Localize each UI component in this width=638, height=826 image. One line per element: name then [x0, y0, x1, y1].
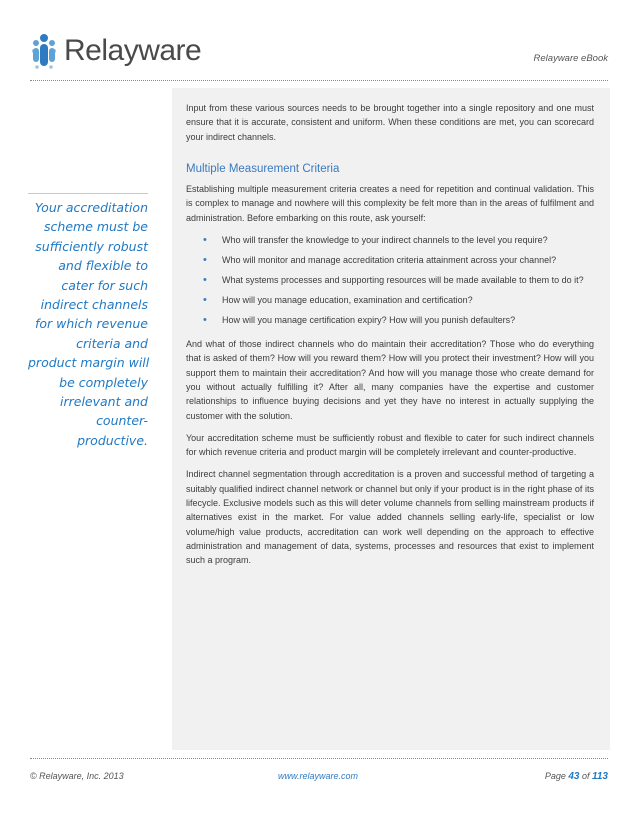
pull-quote — [28, 193, 148, 450]
pull-quote-line: cater for such — [61, 277, 148, 293]
bullet-icon: • — [203, 254, 207, 267]
list-item-text: Who will monitor and manage accreditation criteria attainment across your channel? — [222, 255, 557, 266]
pull-quote-line: and flexible to — [58, 258, 148, 274]
page-number — [545, 771, 608, 782]
brand-name: Relayware — [64, 34, 202, 67]
bullet-icon: • — [203, 314, 207, 327]
pull-quote-line: counter- — [96, 413, 148, 429]
list-item — [186, 313, 594, 327]
list-item-text: What systems processes and supporting resources will be made available to them to do it? — [222, 275, 584, 286]
page-total: 113 — [592, 771, 608, 782]
pull-quote-line: criteria and — [76, 335, 148, 351]
list-item — [186, 273, 594, 287]
list-item-text: Who will transfer the knowledge to your indirect channels to the level you require? — [222, 235, 548, 246]
paragraph: Your accreditation scheme must be sufficiently robust and flexible to cater for such indirect channels for which revenue criteria and product margin will be completely irrelevant and counter-productive. — [186, 432, 594, 458]
pull-quote-line: productive. — [77, 432, 148, 448]
copyright: © Relayware, Inc. 2013 — [30, 771, 124, 781]
bullet-icon: • — [203, 294, 207, 307]
pull-quote-line: be completely — [59, 374, 148, 390]
section-heading: Multiple Measurement Criteria — [186, 162, 340, 175]
header-divider — [30, 80, 608, 81]
page-of: of — [582, 771, 590, 781]
list-item — [186, 233, 594, 247]
intro-paragraph: Input from these various sources needs to be brought together into a single repository and one must ensure that it is accurate, consistent and uniform. When these conditions are met, you can scorecard your indirect channels. — [186, 103, 594, 142]
doc-label: Relayware eBook — [533, 53, 608, 64]
main-content — [186, 101, 594, 576]
bullet-icon: • — [203, 274, 207, 287]
question-list — [186, 233, 594, 327]
bullet-icon: • — [203, 234, 207, 247]
list-item — [186, 253, 594, 267]
list-item-text: How will you manage certification expiry? How will you punish defaulters? — [222, 315, 516, 326]
paragraph: Indirect channel segmentation through accreditation is a proven and successful method of targeting a suitably qualified indirect channel network or channel but only if your product is in the right phase of its lifecycle. Exclusive models such as this will deter volume channels from selling mainstream products if alternatives exist in the market. For value added channels selling early-life, specialist or low volume/high value products, accreditation can work well depending on the approach to effective administration and management of data, systems, processes and resources that exist to implement such a program. — [186, 469, 594, 566]
website-link[interactable]: www.relayware.com — [278, 771, 359, 781]
pull-quote-line: product margin will — [28, 355, 150, 371]
pull-quote-line: scheme must be — [44, 219, 148, 235]
page-current: 43 — [568, 771, 580, 782]
brand-logo — [30, 30, 200, 72]
page-prefix: Page — [544, 771, 566, 781]
list-item — [186, 293, 594, 307]
pull-quote-line: indirect channels — [40, 297, 148, 313]
paragraph: And what of those indirect channels who do maintain their accreditation? Those who do everything that is asked of them? How will you reward them? How will you protect their investment? How will you support them to maintain their accreditation? And how will you manage those who create demand for you without actually fulfilling it? After all, many companies have the expertise and customer relationships to influence buying decisions and yet they have no interest in actually supplying the customer with the solution. — [186, 339, 594, 421]
paragraph: Establishing multiple measurement criteria creates a need for repetition and continual validation. This is complex to manage and nowhere will this complexity be felt more than in the areas of fulfilment and administration. Before embarking on this route, ask yourself: — [186, 184, 594, 223]
footer-divider — [30, 758, 608, 759]
people-icon — [30, 31, 58, 71]
pull-quote-line: irrelevant and — [60, 394, 148, 410]
pull-quote-line: for which revenue — [34, 316, 148, 332]
list-item-text: How will you manage education, examination and certification? — [222, 295, 473, 306]
pull-quote-line: Your accreditation — [34, 200, 148, 215]
pull-quote-line: sufficiently robust — [35, 238, 148, 254]
